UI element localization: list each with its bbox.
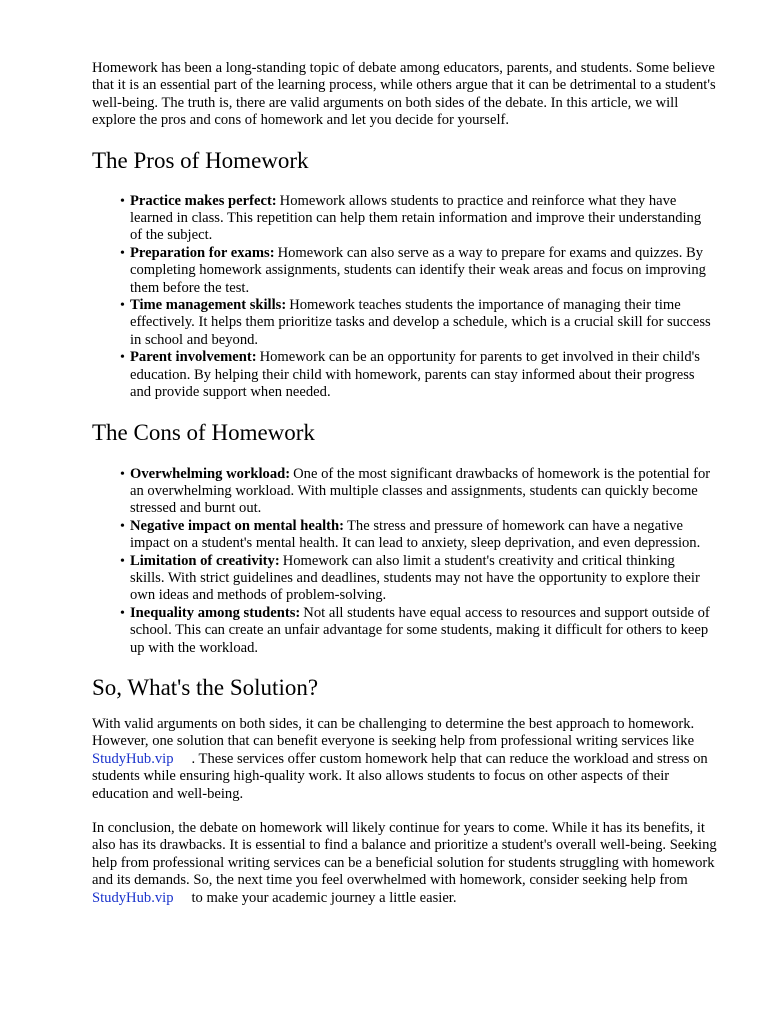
item-term: Preparation for exams: (130, 244, 275, 261)
bullet-icon: • (120, 193, 125, 209)
item-text: Homework teaches students the importance of managing their time effectively. It helps them prioritize tasks and develop a schedule, which is a crucial skill for success in school and beyond. (130, 297, 711, 348)
intro-paragraph: Homework has been a long-standing topic of debate among educators, parents, and students. Some believe that it is an essential part of the learning process, while others argue that it can be detrimental to a student's well-being. The truth is, there are valid arguments on both sides of the debate. In this article, we will explore the pros and cons of homework and let you decide for yourself. (92, 60, 716, 129)
item-term: Time management skills: (130, 297, 287, 314)
item-text: Homework allows students to practice and reinforce what they have learned in class. This repetition can help them retain information and improve their understanding of the subject. (130, 192, 702, 244)
cons-heading: The Cons of Homework (92, 419, 315, 445)
item-text: Homework can also serve as a way to prepare for exams and quizzes. By completing homework assignments, students can identify their weak areas and focus on improving them before the test. (130, 244, 706, 296)
list-item (120, 604, 712, 657)
item-text: Not all students have equal access to resources and support outside of school. This can create an unfair advantage for some students, making it difficult for others to keep up with the workload. (130, 604, 710, 656)
item-term: Practice makes perfect: (130, 192, 277, 209)
pros-heading: The Pros of Homework (92, 147, 309, 173)
conclusion-text-after: to make your academic journey a little easier. (191, 889, 457, 906)
list-item (120, 297, 712, 349)
list-item (120, 192, 712, 245)
conclusion-paragraph (92, 820, 722, 907)
solution-paragraph (92, 716, 722, 803)
bullet-icon: • (120, 553, 125, 569)
bullet-icon: • (120, 245, 125, 261)
bullet-icon: • (120, 350, 125, 366)
list-item (120, 465, 712, 518)
item-term: Limitation of creativity: (130, 552, 280, 569)
solution-heading: So, What's the Solution? (92, 674, 319, 700)
list-item (120, 244, 712, 297)
item-term: Overwhelming workload: (130, 465, 291, 482)
cons-list (92, 466, 712, 657)
item-text: Homework can be an opportunity for parents to get involved in their child's education. By helping their child with homework, parents can stay informed about their progress and provide support when needed. (130, 349, 700, 401)
article (92, 60, 722, 907)
item-term: Inequality among students: (130, 604, 301, 621)
item-term: Parent involvement: (130, 349, 257, 366)
studyhub-link[interactable]: StudyHub.vip (92, 750, 174, 767)
item-text: The stress and pressure of homework can have a negative impact on a student's mental health. It can lead to anxiety, sleep deprivation, and even depression. (130, 517, 701, 552)
pros-list (92, 193, 712, 402)
bullet-icon: • (120, 518, 125, 534)
bullet-icon: • (120, 466, 125, 482)
list-item (120, 552, 712, 605)
list-item (120, 517, 712, 553)
solution-text-after: . These services offer custom homework help that can reduce the workload and stress on students while ensuring high-quality work. It also allows students to focus on other aspects of their education and well-being. (92, 750, 708, 802)
item-term: Negative impact on mental health: (130, 517, 345, 534)
list-item (120, 349, 712, 401)
solution-text-before: With valid arguments on both sides, it can be challenging to determine the best approach to homework. However, one solution that can benefit everyone is seeking help from professional writing services like (92, 715, 695, 750)
bullet-icon: • (120, 298, 125, 314)
conclusion-text-before: In conclusion, the debate on homework will likely continue for years to come. While it has its benefits, it also has its drawbacks. It is essential to find a balance and prioritize a student's overall well-being. Seeking help from professional writing services can be a beneficial solution for students struggling with homework and its demands. So, the next time you feel overwhelmed with homework, consider seeking help from (92, 820, 717, 889)
item-text: One of the most significant drawbacks of homework is the potential for an overwhelming workload. With multiple classes and assignments, students can quickly become stressed and burnt out. (130, 465, 711, 517)
bullet-icon: • (120, 605, 125, 621)
studyhub-link[interactable]: StudyHub.vip (92, 889, 174, 906)
item-text: Homework can also limit a student's creativity and critical thinking skills. With strict guidelines and deadlines, students may not have the opportunity to explore their own ideas and methods of problem-solving. (130, 552, 700, 604)
